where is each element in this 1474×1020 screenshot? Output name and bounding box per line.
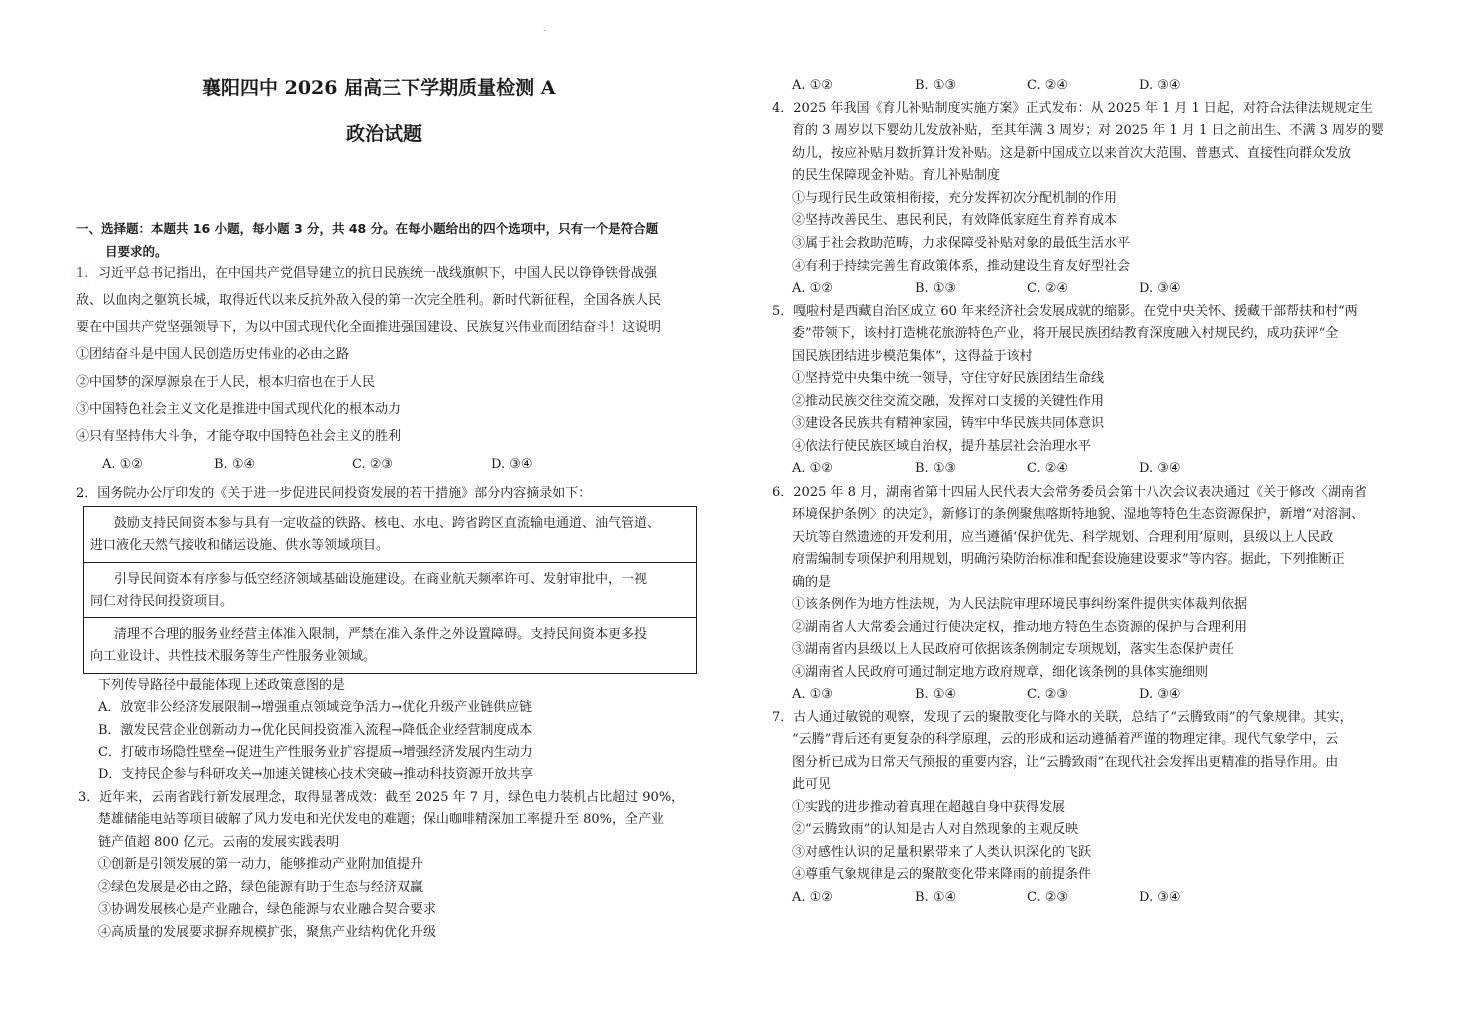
option-a[interactable]: A. ①② <box>792 281 833 296</box>
stem-line: 幼儿，按应补贴月数折算计发补贴。这是新中国成立以来首次大范围、普惠式、直接性向群众发放 <box>792 146 1352 161</box>
option-a[interactable]: A. ①② <box>792 890 833 905</box>
exam-title: 襄阳四中 2026 届高三下学期质量检测 A <box>202 77 556 99</box>
statement-item: ②中国梦的深厚源泉在于人民，根本归宿也在于人民 <box>76 375 376 390</box>
excerpt-line: 向工业设计、共性技术服务等生产性服务业领域。 <box>90 649 377 664</box>
option-b[interactable]: B. ①④ <box>915 687 957 702</box>
stem-line: 5．嘎啦村是西藏自治区成立 60 年来经济社会发展成就的缩影。在党中央关怀、援藏干部帮扶和村“两 <box>772 304 1358 319</box>
excerpt-line: 引导民间资本有序参与低空经济领域基础设施建设。在商业航天频率许可、发射审批中，一视 <box>114 572 648 587</box>
statement-item: ④有利于持续完善生育政策体系，推动建设生育友好型社会 <box>792 259 1131 274</box>
option-c[interactable]: C. ②④ <box>1027 461 1069 476</box>
option-b[interactable]: B. ①④ <box>915 890 957 905</box>
option-d[interactable]: D. ③④ <box>491 457 533 472</box>
stem-line: 育的 3 周岁以下婴幼儿发放补贴，至其年满 3 周岁；对 2025 年 1 月 1 日之前出生、不满 3 周岁的婴 <box>792 123 1385 138</box>
statement-item: ④依法行使民族区域自治权，提升基层社会治理水平 <box>792 439 1092 454</box>
excerpt-cell <box>84 507 696 562</box>
option-d[interactable]: D. ③④ <box>1139 281 1181 296</box>
choice-c[interactable]: C．打破市场隐性壁垒→促进生产性服务业扩容提质→增强经济发展内生动力 <box>98 745 533 760</box>
stem-line: 6．2025 年 8 月，湖南省第十四届人民代表大会常务委员会第十八次会议表决通过《关于修改〈湖南省 <box>772 485 1368 500</box>
option-d[interactable]: D. ③④ <box>1139 890 1181 905</box>
stem-line: 楚雄储能电站等项目破解了风力发电和光伏发电的难题；保山咖啡精深加工率提升至 80%，全产业 <box>98 812 665 827</box>
choice-b[interactable]: B．激发民营企业创新动力→优化民间投资准入流程→降低企业经营制度成本 <box>98 723 533 738</box>
stem-line: 要在中国共产党坚强领导下，为以中国式现代化全面推进强国建设、民族复兴伟业而团结奋斗！这说明 <box>76 320 662 335</box>
option-c[interactable]: C. ②④ <box>1027 281 1069 296</box>
option-b[interactable]: B. ①③ <box>915 461 957 476</box>
excerpt-cell <box>84 617 696 673</box>
choice-d[interactable]: D．支持民企参与科研攻关→加速关键核心技术突破→推动科技资源开放共享 <box>98 767 534 782</box>
stem-line: 天坑等自然遗迹的开发利用，应当遵循‘保护优先、科学规划、合理利用’原则，县级以上人民政 <box>792 530 1334 545</box>
option-a[interactable]: A. ①③ <box>792 687 833 702</box>
statement-item: ①创新是引领发展的第一动力，能够推动产业附加值提升 <box>98 857 424 872</box>
statement-item: ③中国特色社会主义文化是推进中国式现代化的根本动力 <box>76 402 402 417</box>
statement-item: ①团结奋斗是中国人民创造历史伟业的必由之路 <box>76 347 350 362</box>
question-number: 1. <box>76 266 89 281</box>
section-heading-cont: 目要求的。 <box>105 244 168 259</box>
statement-item: ③建设各民族共有精神家园，铸牢中华民族共同体意识 <box>792 416 1105 431</box>
stem-line: 4．2025 年我国《育儿补贴制度实施方案》正式发布：从 2025 年 1 月 1 日起，对符合法律法规规定生 <box>772 101 1373 116</box>
statement-item: ②绿色发展是必由之路，绿色能源有助于生态与经济双赢 <box>98 880 424 895</box>
stem-line: 敌、以血肉之躯筑长城，取得近代以来反抗外敌入侵的第一次完全胜利。新时代新征程，全国各族人民 <box>76 293 662 308</box>
section-heading: 一、选择题：本题共 16 小题，每小题 3 分，共 48 分。在每小题给出的四个选项中，只有一个是符合题 <box>76 221 659 236</box>
statement-item: ①与现行民生政策相衔接，充分发挥初次分配机制的作用 <box>792 191 1118 206</box>
stem-line: 3．近年来，云南省践行新发展理念，取得显著成效：截至 2025 年 7 月，绿色电力装机占比超过 90%， <box>78 790 685 805</box>
statement-item: ②湖南省人大常委会通过行使决定权，推动地方特色生态资源的保护与合理利用 <box>792 620 1248 635</box>
excerpt-line: 进口液化天然气接收和储运设施、供水等领域项目。 <box>90 538 390 553</box>
stem-line: 此可见 <box>792 777 832 792</box>
excerpt-line: 鼓励支持民间资本参与具有一定收益的铁路、核电、水电、跨省跨区直流输电通道、油气管道、 <box>114 516 661 531</box>
stem-line: 习近平总书记指出，在中国共产党倡导建立的抗日民族统一战线旗帜下，中国人民以铮铮铁骨战强 <box>98 266 658 281</box>
statement-item: ①实践的进步推动着真理在超越自身中获得发展 <box>792 800 1066 815</box>
statement-item: ①坚持党中央集中统一领导，守住守好民族团结生命线 <box>792 371 1105 386</box>
stem-line: 环境保护条例〉的决定》，新修订的条例聚焦喀斯特地貌、湿地等特色生态资源保护，新增“对溶洞、 <box>792 507 1365 522</box>
option-c[interactable]: C. ②③ <box>1027 890 1069 905</box>
stem-line: “云腾”背后还有更复杂的科学原理，云的形成和运动遵循着严谨的物理定律。现代气象学中，云 <box>792 732 1339 747</box>
question-2-stem: 2．国务院办公厅印发的《关于进一步促进民间投资发展的若干措施》部分内容摘录如下： <box>76 486 592 501</box>
option-b[interactable]: B. ①④ <box>214 457 256 472</box>
option-c[interactable]: C. ②③ <box>1027 687 1069 702</box>
excerpt-line: 清理不合理的服务业经营主体准入限制，严禁在准入条件之外设置障碍。支持民间资本更多投 <box>114 627 648 642</box>
excerpt-cell <box>84 562 696 618</box>
statement-item: ④高质量的发展要求摒弃规模扩张，聚焦产业结构优化升级 <box>98 925 437 940</box>
statement-item: ③属于社会救助范畴，力求保障受补贴对象的最低生活水平 <box>792 236 1131 251</box>
option-d[interactable]: D. ③④ <box>1139 78 1181 93</box>
stem-line: 确的是 <box>792 575 832 590</box>
stem-line: 国民族团结进步模范集体”，这得益于该村 <box>792 349 1033 364</box>
option-d[interactable]: D. ③④ <box>1139 687 1181 702</box>
top-mark: . <box>543 24 546 33</box>
question-2-prompt: 下列传导路径中最能体现上述政策意图的是 <box>98 678 346 693</box>
statement-item: ③对感性认识的足量积累带来了人类认识深化的飞跃 <box>792 845 1092 860</box>
exam-subject: 政治试题 <box>346 123 423 145</box>
option-a[interactable]: A. ①② <box>792 78 833 93</box>
stem-line: 图分析已成为日常天气预报的重要内容，让“云腾致雨”在现代社会发挥出更精准的指导作用。由 <box>792 755 1339 770</box>
statement-item: ④只有坚持伟大斗争，才能夺取中国特色社会主义的胜利 <box>76 429 402 444</box>
option-b[interactable]: B. ①③ <box>915 78 957 93</box>
option-d[interactable]: D. ③④ <box>1139 461 1181 476</box>
option-c[interactable]: C. ②④ <box>1027 78 1069 93</box>
stem-line: 链产值超 800 亿元。云南的发展实践表明 <box>98 835 340 850</box>
statement-item: ④尊重气象规律是云的聚散变化带来降雨的前提条件 <box>792 867 1092 882</box>
statement-item: ③协调发展核心是产业融合，绿色能源与农业融合契合要求 <box>98 902 437 917</box>
excerpt-line: 同仁对待民间投资项目。 <box>90 594 234 609</box>
statement-item: ②推动民族交往交流交融，发挥对口支援的关键性作用 <box>792 394 1105 409</box>
policy-excerpt-box <box>83 506 697 674</box>
stem-line: 的民生保障现金补贴。育儿补贴制度 <box>792 168 1001 183</box>
stem-line: 7．古人通过敏锐的观察，发现了云的聚散变化与降水的关联，总结了“云腾致雨”的气象规律。其实， <box>772 710 1353 725</box>
statement-item: ④湖南省人民政府可通过制定地方政府规章，细化该条例的具体实施细则 <box>792 665 1209 680</box>
option-b[interactable]: B. ①③ <box>915 281 957 296</box>
stem-line: 府需编制专项保护利用规划，明确污染防治标准和配套设施建设要求”等内容。据此，下列推断正 <box>792 552 1345 567</box>
stem-line: 委”带领下，该村打造桃花旅游特色产业，将开展民族团结教育深度融入村规民约，成功获评“全 <box>792 326 1339 341</box>
statement-item: ①该条例作为地方性法规，为人民法院审理环境民事纠纷案件提供实体裁判依据 <box>792 597 1248 612</box>
statement-item: ②“云腾致雨”的认知是古人对自然现象的主观反映 <box>792 822 1079 837</box>
option-a[interactable]: A. ①② <box>792 461 833 476</box>
option-a[interactable]: A. ①② <box>102 457 143 472</box>
statement-item: ③湖南省内县级以上人民政府可依据该条例制定专项规划，落实生态保护责任 <box>792 642 1235 657</box>
option-c[interactable]: C. ②③ <box>352 457 394 472</box>
choice-a[interactable]: A．放宽非公经济发展限制→增强重点领域竞争活力→优化升级产业链供应链 <box>98 700 533 715</box>
statement-item: ②坚持改善民生、惠民利民，有效降低家庭生育养育成本 <box>792 213 1118 228</box>
